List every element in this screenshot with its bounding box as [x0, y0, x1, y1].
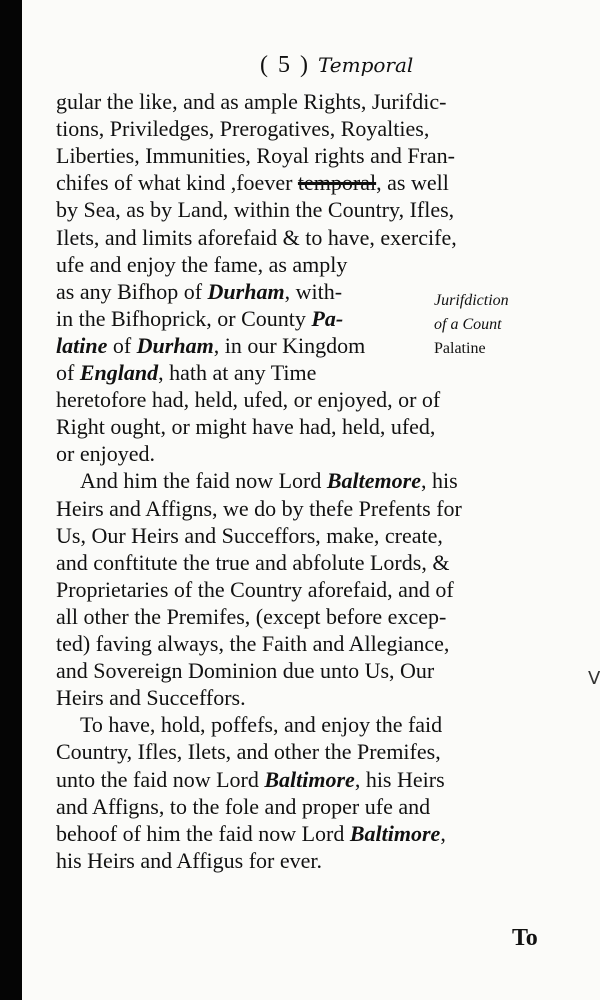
italic-name: Baltimore [264, 766, 355, 792]
text-span: or enjoyed. [56, 441, 155, 467]
text-line [56, 576, 454, 603]
text-line [56, 88, 446, 115]
text-span: Country, Ifles, Ilets, and other the Premifes, [56, 739, 441, 765]
text-span: and Affigns, to the fole and proper ufe and [56, 793, 431, 819]
text-span: Ilets, and limits aforefaid & to have, exercife, [56, 224, 457, 250]
text-line [56, 224, 457, 251]
text-line [80, 711, 442, 738]
catchword: To [512, 925, 538, 951]
text-line [80, 467, 458, 494]
text-span: , his [420, 468, 458, 494]
text-span: And him the faid now Lord [80, 468, 327, 494]
text-span: , his Heirs [354, 766, 445, 792]
text-line [56, 684, 246, 711]
text-line [56, 738, 441, 765]
text-span: To have, hold, poffefs, and enjoy the faid [80, 712, 443, 738]
text-span: tions, Priviledges, Prerogatives, Royalties, [56, 116, 430, 142]
text-span: ted) faving always, the Faith and Allegiance, [56, 631, 450, 656]
text-line [56, 386, 440, 413]
text-line [56, 630, 449, 657]
text-line [56, 142, 455, 169]
text-span: all other the Premifes, (except before excep- [56, 603, 447, 629]
text-line [56, 820, 446, 847]
handwritten-annotation: Temporal [317, 53, 414, 77]
margin-note-line: Jurifdiction [434, 292, 509, 309]
italic-name: Pa- [311, 305, 344, 331]
text-line [56, 169, 449, 196]
text-line [56, 278, 342, 305]
text-span: and conftitute the true and abfolute Lords, & [56, 549, 450, 575]
text-line [56, 766, 445, 793]
book-spine-shadow [0, 0, 22, 1000]
stray-pen-mark: ᐯ [588, 668, 600, 688]
book-page [22, 0, 600, 1000]
italic-name: Durham [207, 278, 285, 304]
page-number: ( 5 ) [260, 52, 310, 78]
italic-name: England [79, 360, 159, 385]
text-span: of [56, 360, 80, 385]
text-line [56, 495, 462, 522]
text-span: ufe and enjoy the fame, as amply [56, 251, 348, 277]
italic-name: Baltimore [349, 820, 441, 846]
text-line [56, 522, 443, 549]
text-line [56, 793, 430, 820]
text-line [56, 305, 343, 332]
margin-note-line: of a Count [434, 316, 502, 333]
text-line [56, 196, 454, 223]
text-span: chifes of what kind ,foever [56, 170, 298, 196]
text-span: Heirs and Affigns, we do by thefe Prefents for [56, 495, 462, 521]
page-header [260, 52, 413, 79]
text-span: gular the like, and as ample Rights, Jurifdic- [56, 89, 447, 114]
text-line [56, 413, 435, 440]
text-span: , in our Kingdom [213, 332, 366, 358]
text-span: , as well [376, 170, 449, 196]
text-line [56, 847, 322, 874]
text-line [56, 440, 155, 467]
italic-name: latine [56, 332, 108, 358]
italic-name: Baltemore [326, 468, 421, 494]
text-span: Right ought, or might have had, held, ufed, [56, 414, 436, 440]
italic-name: Durham [136, 332, 214, 358]
text-span: and Sovereign Dominion due unto Us, Our [56, 658, 435, 684]
text-span: Proprietaries of the Country aforefaid, and of [56, 576, 454, 602]
text-span: as any Bifhop of [56, 278, 208, 304]
text-span: of [107, 332, 137, 358]
text-line [56, 603, 446, 630]
text-span: , [440, 820, 446, 846]
text-line [56, 332, 365, 359]
text-span: Us, Our Heirs and Succeffors, make, create, [56, 522, 443, 548]
text-span: in the Bifhoprick, or County [56, 305, 312, 331]
text-line [56, 657, 434, 684]
margin-note-line: Palatine [434, 340, 486, 357]
text-span: , hath at any Time [158, 360, 317, 385]
struck-word: temporal [297, 170, 377, 196]
text-span: by Sea, as by Land, within the Country, Ifles, [56, 197, 455, 223]
text-line [56, 251, 347, 278]
text-span: his Heirs and Affigus for ever. [56, 847, 322, 873]
text-span: , with- [284, 278, 343, 304]
text-span: behoof of him the faid now Lord [56, 820, 350, 846]
text-line [56, 549, 449, 576]
text-span: heretofore had, held, ufed, or enjoyed, or of [56, 387, 441, 413]
text-span: Heirs and Succeffors. [56, 685, 246, 711]
text-span: unto the faid now Lord [56, 766, 265, 792]
text-line [56, 359, 316, 386]
text-line [56, 115, 429, 142]
text-span: Liberties, Immunities, Royal rights and Fran- [56, 143, 455, 169]
